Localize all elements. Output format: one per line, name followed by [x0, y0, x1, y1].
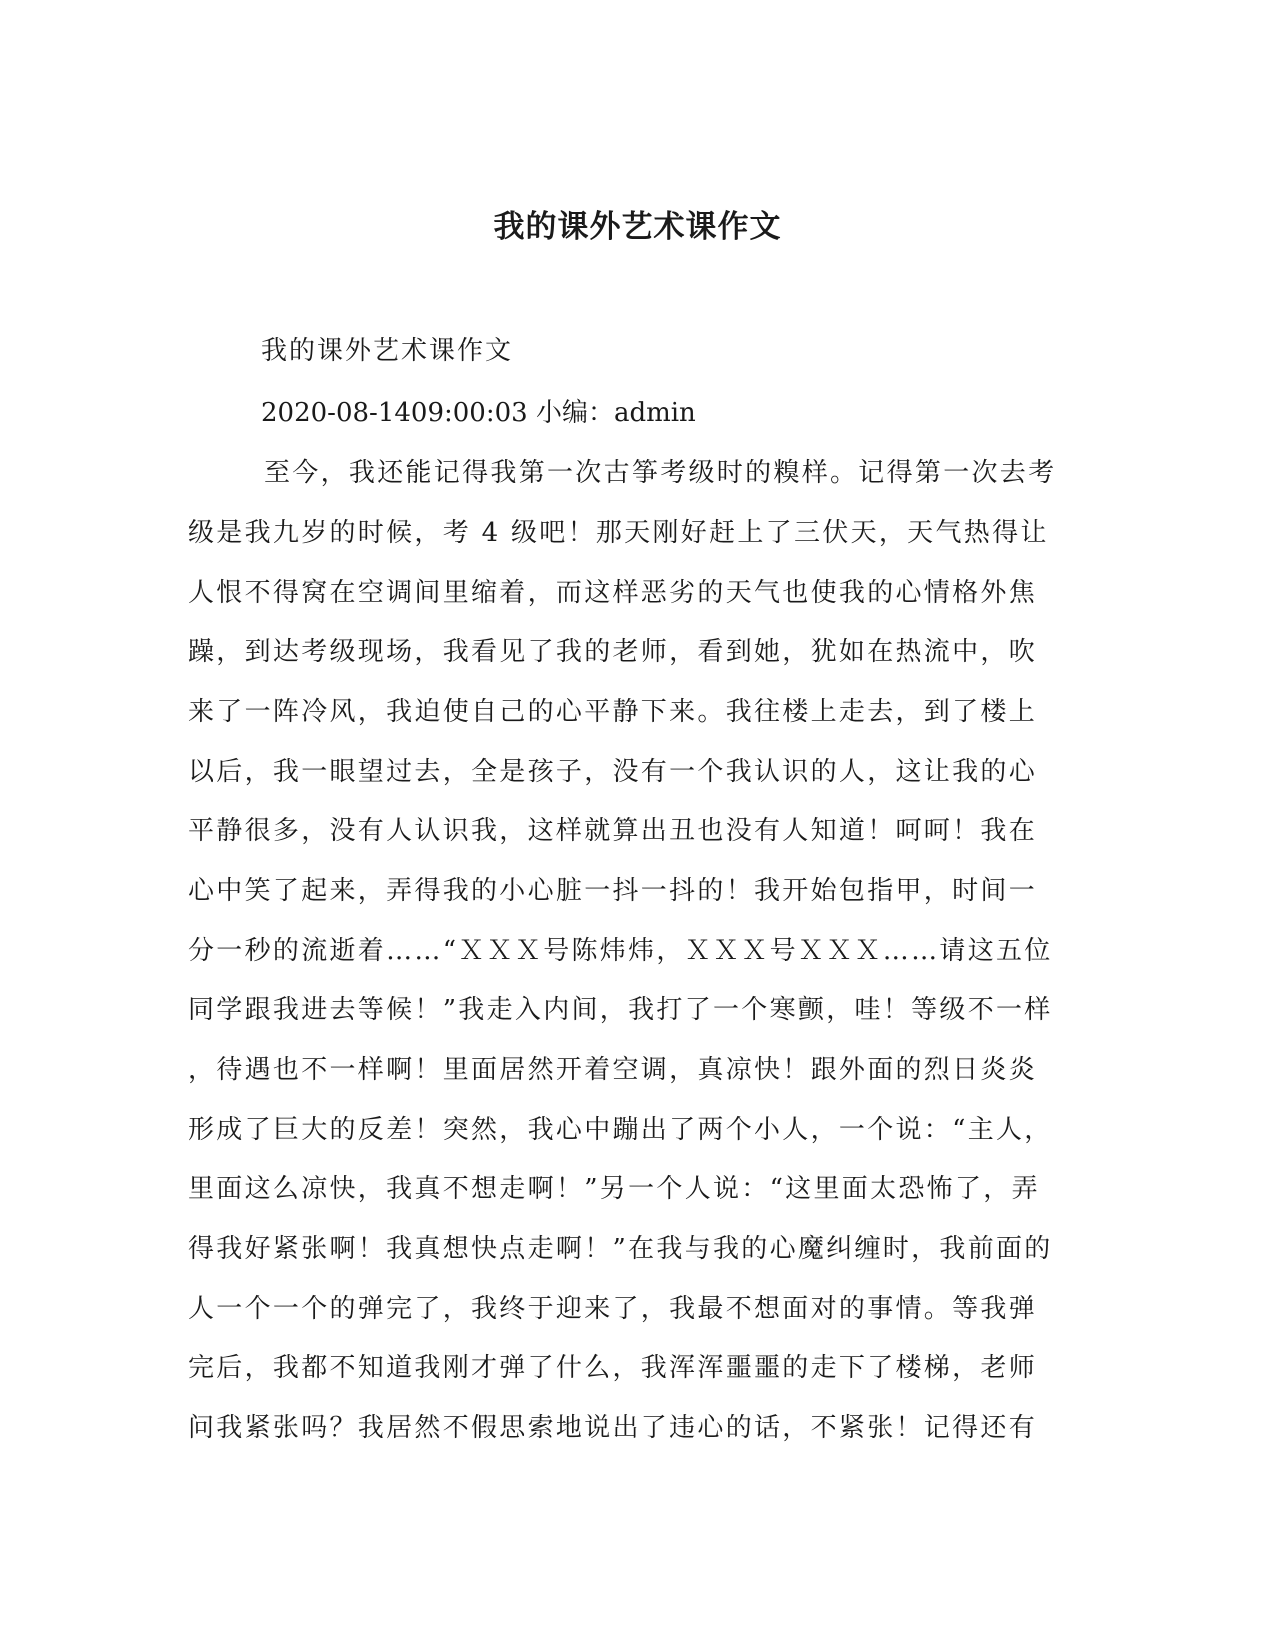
document-title: 我的课外艺术课作文	[493, 209, 782, 245]
paragraph-line: 里面这么凉快，我真不想走啊！”另一个人说：“这里面太恐怖了，弄	[188, 1174, 1040, 1204]
paragraph-line: 以后，我一眼望过去，全是孩子，没有一个我认识的人，这让我的心	[188, 757, 1038, 787]
paragraph-line: 平静很多，没有人认识我，这样就算出丑也没有人知道！呵呵！我在	[188, 816, 1038, 846]
paragraph-line: 同学跟我进去等候！”我走入内间，我打了一个寒颤，哇！等级不一样	[188, 995, 1053, 1025]
paragraph-line: 分一秒的流逝着……“ＸＸＸ号陈炜炜，ＸＸＸ号ＸＸＸ……请这五位	[188, 936, 1053, 966]
paragraph-line: 形成了巨大的反差！突然，我心中蹦出了两个小人，一个说：“主人，	[188, 1115, 1053, 1145]
paragraph-line: 人一个一个的弹完了，我终于迎来了，我最不想面对的事情。等我弹	[188, 1294, 1038, 1324]
paragraph-line: 心中笑了起来，弄得我的小心脏一抖一抖的！我开始包指甲，时间一	[188, 876, 1038, 906]
paragraph-line: 得我好紧张啊！我真想快点走啊！”在我与我的心魔纠缠时，我前面的	[188, 1234, 1053, 1264]
publish-date-author: 2020-08-1409:00:03 小编：admin	[261, 398, 696, 428]
paragraph-line: 人恨不得窝在空调间里缩着，而这样恶劣的天气也使我的心情格外焦	[188, 578, 1038, 608]
paragraph-line: 问我紧张吗？我居然不假思索地说出了违心的话，不紧张！记得还有	[188, 1413, 1038, 1443]
paragraph-line: 级是我九岁的时候，考 4 级吧！那天刚好赶上了三伏天，天气热得让	[188, 518, 1049, 548]
paragraph-line: ，待遇也不一样啊！里面居然开着空调，真凉快！跟外面的烈日炎炎	[188, 1055, 1038, 1085]
paragraph-line: 至今，我还能记得我第一次古筝考级时的糗样。记得第一次去考	[264, 458, 1057, 488]
paragraph-line: 来了一阵冷风，我迫使自己的心平静下来。我往楼上走去，到了楼上	[188, 697, 1038, 727]
document-subtitle: 我的课外艺术课作文	[261, 336, 514, 366]
paragraph-line: 完后，我都不知道我刚才弹了什么，我浑浑噩噩的走下了楼梯，老师	[188, 1353, 1038, 1383]
paragraph-line: 躁，到达考级现场，我看见了我的老师，看到她，犹如在热流中，吹	[188, 637, 1038, 667]
